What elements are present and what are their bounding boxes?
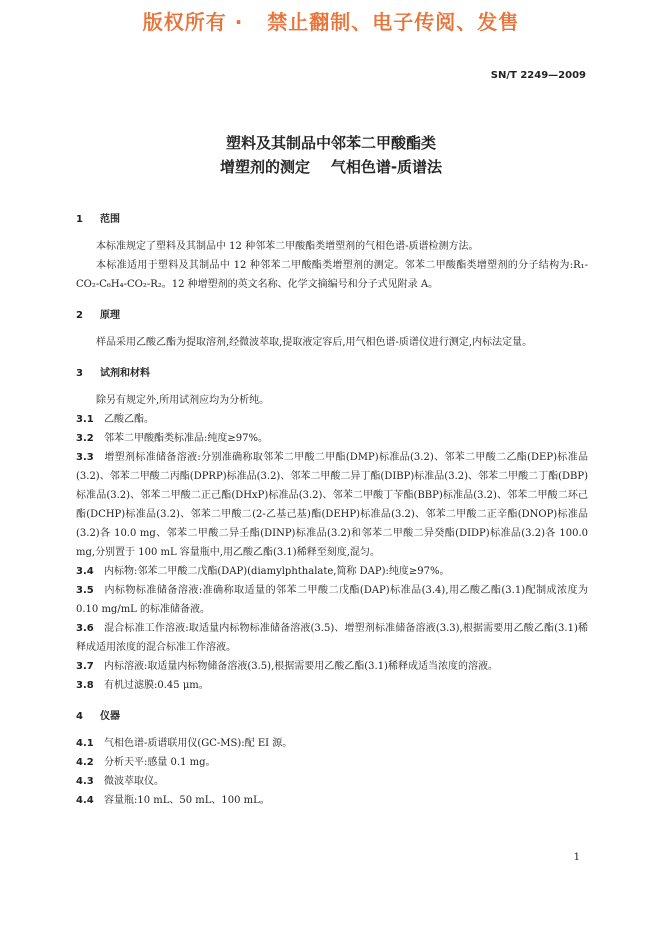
clause — [76, 734, 588, 753]
clause-text: 气相色谱-质谱联用仪(GC-MS):配 EI 源。 — [104, 738, 293, 749]
clause-text: 乙酸乙酯。 — [104, 414, 154, 425]
paragraph: 样品采用乙酸乙酯为提取溶剂,经微波萃取,提取液定容后,用气相色谱-质谱仪进行测定,内标法定量。 — [96, 337, 533, 348]
clause-text: 容量瓶:10 mL、50 mL、100 mL。 — [104, 795, 270, 806]
paragraph: 除另有规定外,所用试剂应均为分析纯。 — [96, 395, 270, 406]
section-heading — [76, 210, 588, 229]
clause-text: 微波萃取仪。 — [104, 776, 164, 787]
clause — [76, 581, 588, 619]
section-heading — [76, 306, 588, 325]
section-number: 3 — [76, 368, 83, 379]
section-title: 原理 — [100, 310, 120, 321]
section-heading — [76, 364, 588, 383]
document-title-line-2: 增塑剂的测定 气相色谱-质谱法 — [219, 158, 443, 176]
clause — [76, 791, 588, 810]
clause — [76, 619, 588, 657]
section-number: 2 — [76, 310, 83, 321]
paragraph: 本标准适用于塑料及其制品中 12 种邻苯二甲酸酯类增塑剂的测定。邻苯二甲酸酯类增塑剂的分子结构为:R₁-CO₂-C₆H₄-CO₂-R₂。12 种增塑剂的英文名称、化学文摘编号和分子式见附录 A。 — [76, 260, 588, 290]
clause-text: 邻苯二甲酸酯类标准品:纯度≥97%。 — [104, 433, 268, 444]
clause-text: 内标物:邻苯二甲酸二戊酯(DAP)(diamylphthalate,简称 DAP):纯度≥97%。 — [104, 566, 450, 577]
clause — [76, 753, 588, 772]
clause-number: 3.8 — [76, 680, 94, 691]
clause-text: 内标溶液:取适量内标物储备溶液(3.5),根据需要用乙酸乙酯(3.1)稀释成适当浓度的溶液。 — [104, 661, 498, 672]
page-number: 1 — [573, 852, 580, 863]
clause-number: 3.7 — [76, 661, 94, 672]
clause — [76, 562, 588, 581]
section-heading — [76, 707, 588, 726]
clause — [76, 429, 588, 448]
clause-text: 混合标准工作溶液:取适量内标物标准储备溶液(3.5)、增塑剂标准储备溶液(3.3),根据需要用乙酸乙酯(3.1)稀释成适用浓度的混合标准工作溶液。 — [76, 623, 588, 653]
clause-number: 3.2 — [76, 433, 94, 444]
section-title: 仪器 — [100, 711, 120, 722]
section-number: 1 — [76, 214, 83, 225]
clause-text: 内标物标准储备溶液:准确称取适量的邻苯二甲酸二戊酯(DAP)标准品(3.4),用乙酸乙酯(3.1)配制成浓度为 0.10 mg/mL 的标准储备液。 — [76, 585, 588, 615]
clause-number: 3.4 — [76, 566, 94, 577]
clause — [76, 410, 588, 429]
clause — [76, 448, 588, 562]
clause-text: 有机过滤膜:0.45 μm。 — [104, 680, 209, 691]
copyright-watermark: 版权所有 · 禁止翻制、电子传阅、发售 — [142, 10, 520, 34]
section-number: 4 — [76, 711, 83, 722]
paragraph: 本标准规定了塑料及其制品中 12 种邻苯二甲酸酯类增塑剂的气相色谱-质谱检测方法。 — [96, 241, 479, 252]
document-title-line-1: 塑料及其制品中邻苯二甲酸酯类 — [225, 134, 436, 152]
section-title: 试剂和材料 — [100, 368, 150, 379]
clause-number: 4.4 — [76, 795, 94, 806]
clause-number: 4.3 — [76, 776, 94, 787]
standard-code: SN/T 2249—2009 — [490, 70, 586, 81]
clause — [76, 676, 588, 695]
clause-number: 3.1 — [76, 414, 94, 425]
clause — [76, 772, 588, 791]
document-body — [76, 210, 588, 810]
clause-number: 4.1 — [76, 738, 94, 749]
clause-text: 增塑剂标准储备溶液:分别准确称取邻苯二甲酸二甲酯(DMP)标准品(3.2)、邻苯二甲酸二乙酯(DEP)标准品(3.2)、邻苯二甲酸二丙酯(DPRP)标准品(3.2)、邻苯二甲酸二异丁酯(DIBP)标准品(3.2)、邻苯二甲酸二丁酯(DBP)标准品(3.2)、邻苯二甲酸二正己酯(DHxP)标准品(3.2)、邻苯二甲酸丁苄酯(BBP)标准品(3.2)、邻苯二甲酸二环己酯(DCHP)标准品(3.2)、邻苯二甲酸二(2-乙基己基)酯(DEHP)标准品(3.2)、邻苯二甲酸二正辛酯(DNOP)标准品(3.2)各 10.0 mg、邻苯二甲酸二异壬酯(DINP)标准品(3.2)和邻苯二甲酸二异癸酯(DIDP)标准品(3.2)各 100.0 mg,分别置于 100 mL 容量瓶中,用乙酸乙酯(3.1)稀释至刻度,混匀。 — [76, 452, 588, 558]
section-title: 范围 — [100, 214, 120, 225]
clause — [76, 657, 588, 676]
clause-number: 3.6 — [76, 623, 94, 634]
clause-number: 3.3 — [76, 452, 94, 463]
clause-text: 分析天平:感量 0.1 mg。 — [104, 757, 216, 768]
clause-number: 4.2 — [76, 757, 94, 768]
clause-number: 3.5 — [76, 585, 94, 596]
